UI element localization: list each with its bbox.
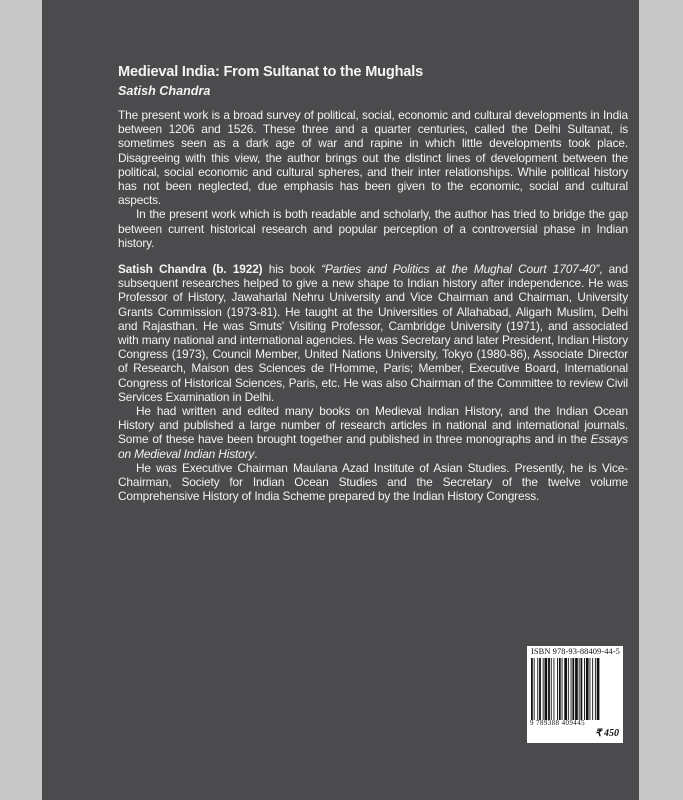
barcode-label (527, 646, 623, 743)
barcode-bar (579, 658, 580, 720)
barcode-bar (562, 658, 563, 720)
barcode-bar (531, 658, 533, 720)
cover-text-block (118, 62, 628, 503)
barcode-bar (586, 658, 589, 720)
author-bio-text-b: , and subsequent researches helped to give a new shape to Indian history after independence. He was Professor of History, Jawaharlal Nehru University and Vice Chairman and Chairman, University Grants Commission (1973-81). He taught at the Universities of Allahabad, Aligarh Muslim, Delhi and Rajasthan. He was Smuts' Visiting Professor, Cambridge University (1971), and associated with many national and international agencies. He was Secretary and later President, Indian History Congress (1973), Council Member, United Nations University, Tokyo (1980-86), Associate Director of Research, Maison des Sciences de l'Homme, Paris; Member, Executive Board, International Congress of Historical Sciences, Paris, etc. He was also Chairman of the Committee to review Civil Services Examination in Delhi. (118, 262, 628, 404)
author-bio-paragraph-3: He was Executive Chairman Maulana Azad Institute of Asian Studies. Presently, he is Vice-Chairman, Society for Indian Ocean Studies and the Secretary of the twelve volume Comprehensive History of India Scheme prepared by the Indian History Congress. (118, 460, 628, 504)
author-bio-paragraph-2 (118, 404, 628, 461)
barcode-bar (543, 658, 544, 720)
book-author: Satish Chandra (118, 84, 211, 98)
book-back-cover (42, 0, 639, 800)
barcode-bar (572, 658, 574, 720)
author-bio-paragraph-1 (118, 262, 628, 404)
barcode-bar (551, 658, 552, 720)
barcode-bar (557, 658, 558, 720)
isbn-number: ISBN 978-93-88409-44-5 (531, 647, 620, 656)
barcode-bar (581, 658, 583, 720)
barcode-bar (592, 658, 593, 720)
barcode-bar (597, 658, 600, 720)
barcode-bar (554, 658, 555, 720)
barcode-bar (545, 658, 548, 720)
barcode-bar (539, 658, 541, 720)
barcode-bar (559, 658, 561, 720)
author-bio-text-a: his book (262, 262, 322, 277)
author-bio-2-book-title: Essays on Medieval Indian History (118, 432, 628, 461)
book-title: Medieval India: From Sultanat to the Mughals (118, 64, 423, 80)
barcode-bar (595, 658, 596, 720)
barcode-bars (531, 658, 619, 720)
description-paragraph-2: In the present work which is both readable and scholarly, the author has tried to bridge the gap between current historical research and popular perception of a controversial phase in Indian history. (118, 207, 628, 250)
author-bio-book-title: “Parties and Politics at the Mughal Court 1707-40” (321, 262, 600, 277)
author-bio-name: Satish Chandra (b. 1922) (118, 262, 263, 277)
barcode-bar (575, 658, 578, 720)
barcode-bar (590, 658, 591, 720)
description-paragraph-1: The present work is a broad survey of political, social, economic and cultural developments in India between 1206 and 1526. These three and a quarter centuries, called the Delhi Sultanat, is sometimes seen as a dark age of war and rapine in which little developments took place. Disagreeing with this view, the author brings out the distinct lines of development between the political, social economic and cultural spheres, and their inter relationships. While political history has not been neglected, due emphasis has been given to the economic, social and cultural aspects. (118, 108, 628, 208)
barcode-bar (537, 658, 538, 720)
price-tag: ₹ 450 (595, 728, 619, 739)
barcode-bar (584, 658, 585, 720)
barcode-bar (548, 658, 550, 720)
author-bio-2-text-b: . (254, 446, 258, 461)
barcode-digits: 9 789388 409445 (530, 719, 585, 727)
barcode-bar (534, 658, 535, 720)
barcode-bar (564, 658, 567, 720)
author-bio-2-text-a: He had written and edited many books on Medieval Indian History, and the Indian Ocean History and published a large number of research articles in national and international journals. Some of these have been brought together and published in three monographs and in the (118, 404, 628, 447)
barcode-bar (568, 658, 569, 720)
barcode-bar (571, 658, 572, 720)
